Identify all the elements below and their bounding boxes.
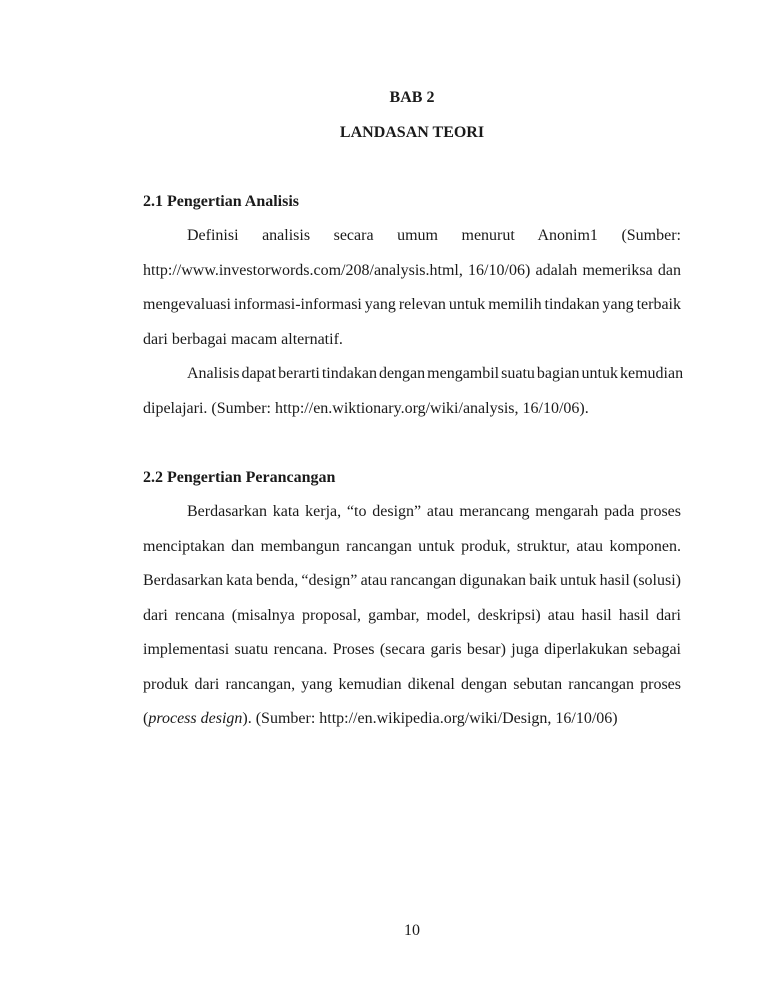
text-line-content: dipelajari. (Sumber: http://en.wiktionary.org/wiki/analysis, 16/10/06). — [143, 399, 589, 417]
text-segment: ). (Sumber: http://en.wikipedia.org/wiki/Design, 16/10/06) — [242, 710, 618, 727]
text-line — [143, 323, 681, 358]
text-segment: ( — [143, 710, 149, 727]
text-line — [143, 219, 681, 254]
text-line — [143, 495, 681, 530]
section-heading — [143, 461, 681, 496]
section-heading — [143, 185, 681, 220]
page-number: 10 — [404, 922, 420, 939]
spacer-line — [143, 426, 681, 461]
text-line-content: Analisis dapat berarti tindakan dengan mengambil suatu bagian untuk kemudian — [187, 365, 684, 382]
chapter-title-text: LANDASAN TEORI — [339, 123, 485, 141]
text-line — [143, 564, 681, 599]
spacer-line — [143, 150, 681, 185]
text-line — [143, 599, 681, 634]
chapter-number-heading — [143, 81, 681, 116]
text-line-content: produk dari rancangan, yang kemudian dikenal dengan sebutan rancangan proses — [143, 675, 681, 693]
text-line — [143, 288, 681, 323]
text-line-content: http://www.investorwords.com/208/analysis.html, 16/10/06) adalah memeriksa dan — [143, 261, 681, 279]
text-line — [143, 392, 681, 427]
text-column — [143, 81, 684, 737]
text-line-content: Berdasarkan kata kerja, “to design” atau merancang mengarah pada proses — [187, 503, 681, 520]
text-line-content: menciptakan dan membangun rancangan untuk produk, struktur, atau komponen. — [143, 537, 681, 555]
italic-text-segment: process design — [148, 710, 243, 727]
chapter-title-heading — [143, 116, 681, 151]
text-line — [143, 668, 681, 703]
section-heading-text: 2.1 Pengertian Analisis — [143, 192, 300, 210]
text-line-content: dari rencana (misalnya proposal, gambar, model, deskripsi) atau hasil hasil dari — [143, 606, 681, 624]
text-line — [143, 357, 684, 392]
section-heading-text: 2.2 Pengertian Perancangan — [143, 468, 336, 486]
text-line-content: implementasi suatu rencana. Proses (secara garis besar) juga diperlakukan sebagai — [143, 641, 681, 658]
text-line-content: Berdasarkan kata benda, “design” atau rancangan digunakan baik untuk hasil (solusi) — [143, 572, 682, 589]
text-line — [143, 633, 681, 668]
text-line-content: dari berbagai macam alternatif. — [143, 330, 343, 348]
text-line — [143, 702, 681, 737]
text-line — [143, 530, 681, 565]
text-line-content: mengevaluasi informasi-informasi yang relevan untuk memilih tindakan yang terbaik — [143, 296, 681, 313]
text-line-content: Definisi analisis secara umum menurut Anonim1 (Sumber: — [187, 227, 681, 244]
text-line — [143, 254, 681, 289]
chapter-number-text: BAB 2 — [389, 89, 435, 106]
text-line-content — [143, 710, 618, 727]
